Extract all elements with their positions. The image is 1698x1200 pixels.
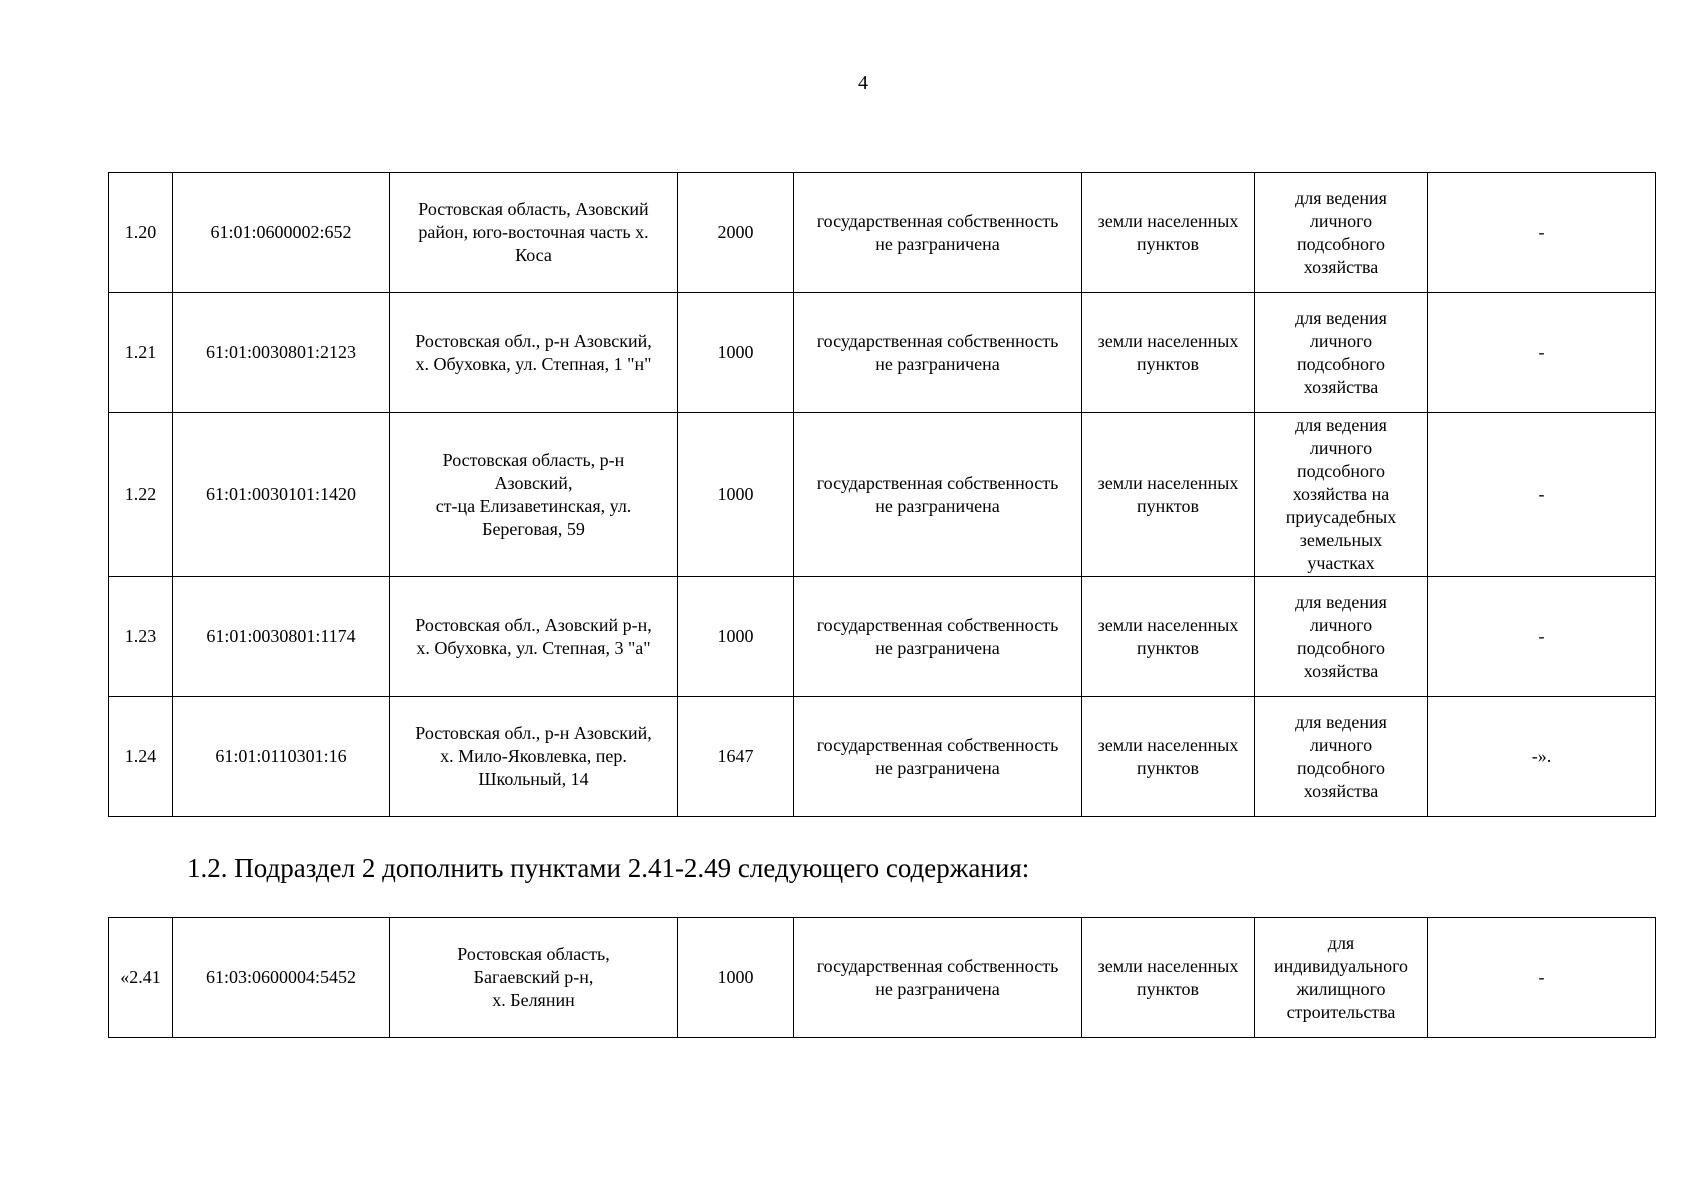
ownership-line: не разграничена bbox=[875, 757, 1000, 778]
table-row bbox=[109, 293, 1656, 413]
address-line: Ростовская область, р-н bbox=[442, 449, 625, 470]
ownership-cell bbox=[794, 577, 1082, 697]
permitted-use-line: для ведения bbox=[1295, 711, 1387, 732]
land-category-cell bbox=[1082, 173, 1255, 293]
permitted-use-line: хозяйства bbox=[1303, 256, 1379, 277]
row-number-cell: 1.21 bbox=[109, 293, 173, 413]
ownership-line: государственная собственность bbox=[816, 210, 1059, 231]
permitted-use-line: индивидуального bbox=[1273, 955, 1408, 976]
area-cell: 1000 bbox=[678, 577, 794, 697]
permitted-use-line: хозяйства bbox=[1303, 660, 1379, 681]
cadastral-number-cell: 61:01:0600002:652 bbox=[173, 173, 390, 293]
permitted-use-line: личного bbox=[1309, 438, 1373, 458]
cadastral-number-cell: 61:01:0030101:1420 bbox=[173, 413, 390, 577]
table-row bbox=[109, 173, 1656, 293]
permitted-use-line: хозяйства bbox=[1303, 376, 1379, 397]
permitted-use-line: личного bbox=[1309, 734, 1373, 755]
land-category-cell bbox=[1082, 918, 1255, 1038]
permitted-use-line: личного bbox=[1309, 614, 1373, 635]
note-cell: - bbox=[1428, 413, 1656, 577]
land-plots-table bbox=[108, 172, 1656, 817]
permitted-use-line: хозяйства bbox=[1303, 780, 1379, 801]
land-category-line: пунктов bbox=[1137, 495, 1199, 516]
ownership-cell bbox=[794, 293, 1082, 413]
table-row bbox=[109, 918, 1656, 1038]
permitted-use-line: подсобного bbox=[1297, 233, 1385, 254]
ownership-cell bbox=[794, 697, 1082, 817]
land-category-line: пунктов bbox=[1137, 978, 1199, 999]
ownership-cell bbox=[794, 413, 1082, 577]
land-category-line: земли населенных bbox=[1097, 614, 1239, 635]
land-category-line: пунктов bbox=[1137, 757, 1199, 778]
area-cell: 1647 bbox=[678, 697, 794, 817]
land-category-line: земли населенных bbox=[1097, 472, 1239, 493]
permitted-use-cell bbox=[1255, 173, 1428, 293]
address-line: Багаевский р-н, bbox=[473, 967, 594, 987]
area-cell: 1000 bbox=[678, 293, 794, 413]
address-line: х. Мило-Яковлевка, пер. bbox=[440, 746, 627, 766]
permitted-use-line: личного bbox=[1309, 330, 1373, 351]
land-category-line: пунктов bbox=[1137, 233, 1199, 254]
ownership-line: не разграничена bbox=[875, 978, 1000, 999]
address-line: Ростовская область, Азовский bbox=[418, 199, 649, 219]
address-line: Школьный, 14 bbox=[478, 769, 589, 789]
row-number-cell: 1.20 bbox=[109, 173, 173, 293]
address-line: район, юго-восточная часть х. bbox=[418, 222, 649, 242]
permitted-use-cell bbox=[1255, 697, 1428, 817]
land-category-cell bbox=[1082, 413, 1255, 577]
ownership-line: не разграничена bbox=[875, 637, 1000, 658]
ownership-line: не разграничена bbox=[875, 353, 1000, 374]
land-category-line: земли населенных bbox=[1097, 210, 1239, 231]
cadastral-number-cell: 61:01:0030801:2123 bbox=[173, 293, 390, 413]
note-cell: - bbox=[1428, 173, 1656, 293]
land-category-line: пунктов bbox=[1137, 637, 1199, 658]
permitted-use-line: для ведения bbox=[1295, 187, 1387, 208]
address-line: Ростовская область, bbox=[457, 944, 610, 964]
permitted-use-line: участках bbox=[1307, 553, 1375, 573]
address-line: х. Обуховка, ул. Степная, 1 "н" bbox=[415, 353, 652, 374]
section-heading: 1.2. Подраздел 2 дополнить пунктами 2.41-2.49 следующего содержания: bbox=[187, 853, 1030, 883]
permitted-use-line: подсобного bbox=[1297, 461, 1385, 481]
address-line: х. Обуховка, ул. Степная, 3 "а" bbox=[416, 637, 651, 658]
permitted-use-cell bbox=[1255, 577, 1428, 697]
permitted-use-line: земельных bbox=[1299, 530, 1383, 550]
area-cell: 2000 bbox=[678, 173, 794, 293]
cadastral-number-cell: 61:03:0600004:5452 bbox=[173, 918, 390, 1038]
row-number-cell: «2.41 bbox=[109, 918, 173, 1038]
ownership-line: государственная собственность bbox=[816, 734, 1059, 755]
ownership-cell bbox=[794, 918, 1082, 1038]
land-category-line: пунктов bbox=[1137, 353, 1199, 374]
page-number: 4 bbox=[858, 72, 868, 94]
permitted-use-cell bbox=[1255, 293, 1428, 413]
ownership-line: государственная собственность bbox=[816, 472, 1059, 493]
address-line: Ростовская обл., Азовский р-н, bbox=[415, 614, 652, 635]
land-plots-table-subsection-2 bbox=[108, 917, 1656, 1038]
ownership-line: не разграничена bbox=[875, 495, 1000, 516]
row-number-cell: 1.23 bbox=[109, 577, 173, 697]
row-number-cell: 1.24 bbox=[109, 697, 173, 817]
permitted-use-line: подсобного bbox=[1297, 637, 1385, 658]
table-row bbox=[109, 697, 1656, 817]
permitted-use-cell bbox=[1255, 918, 1428, 1038]
ownership-line: государственная собственность bbox=[816, 955, 1059, 976]
note-cell: - bbox=[1428, 293, 1656, 413]
note-cell: - bbox=[1428, 577, 1656, 697]
permitted-use-line: для bbox=[1327, 932, 1355, 953]
ownership-cell bbox=[794, 173, 1082, 293]
permitted-use-line: хозяйства на bbox=[1292, 484, 1390, 504]
note-cell: - bbox=[1428, 918, 1656, 1038]
ownership-line: государственная собственность bbox=[816, 330, 1059, 351]
address-line: Ростовская обл., р-н Азовский, bbox=[415, 330, 652, 351]
permitted-use-line: строительства bbox=[1286, 1001, 1396, 1022]
address-cell bbox=[390, 918, 678, 1038]
ownership-line: государственная собственность bbox=[816, 614, 1059, 635]
area-cell: 1000 bbox=[678, 918, 794, 1038]
land-category-line: земли населенных bbox=[1097, 955, 1239, 976]
area-cell: 1000 bbox=[678, 413, 794, 577]
address-line: Береговая, 59 bbox=[482, 518, 585, 539]
address-line: Ростовская обл., р-н Азовский, bbox=[415, 723, 652, 743]
permitted-use-line: для ведения bbox=[1295, 591, 1387, 612]
address-cell bbox=[390, 173, 678, 293]
permitted-use-line: приусадебных bbox=[1285, 507, 1397, 527]
land-category-cell bbox=[1082, 293, 1255, 413]
address-line: ст-ца Елизаветинская, ул. bbox=[435, 495, 632, 516]
permitted-use-line: подсобного bbox=[1297, 757, 1385, 778]
land-category-cell bbox=[1082, 577, 1255, 697]
permitted-use-cell bbox=[1255, 413, 1428, 577]
land-category-line: земли населенных bbox=[1097, 330, 1239, 351]
note-cell: -». bbox=[1428, 697, 1656, 817]
ownership-line: не разграничена bbox=[875, 233, 1000, 254]
permitted-use-line: для ведения bbox=[1295, 307, 1387, 328]
table-row bbox=[109, 577, 1656, 697]
permitted-use-line: для ведения bbox=[1295, 415, 1387, 435]
address-cell bbox=[390, 697, 678, 817]
row-number-cell: 1.22 bbox=[109, 413, 173, 577]
address-cell bbox=[390, 577, 678, 697]
address-line: Азовский, bbox=[494, 472, 573, 493]
land-category-cell bbox=[1082, 697, 1255, 817]
address-cell bbox=[390, 293, 678, 413]
permitted-use-line: подсобного bbox=[1297, 353, 1385, 374]
address-line: Коса bbox=[515, 245, 552, 265]
land-category-line: земли населенных bbox=[1097, 734, 1239, 755]
cadastral-number-cell: 61:01:0030801:1174 bbox=[173, 577, 390, 697]
address-line: х. Белянин bbox=[492, 990, 575, 1010]
table-row bbox=[109, 413, 1656, 577]
cadastral-number-cell: 61:01:0110301:16 bbox=[173, 697, 390, 817]
permitted-use-line: личного bbox=[1309, 210, 1373, 231]
address-cell bbox=[390, 413, 678, 577]
permitted-use-line: жилищного bbox=[1296, 978, 1386, 999]
